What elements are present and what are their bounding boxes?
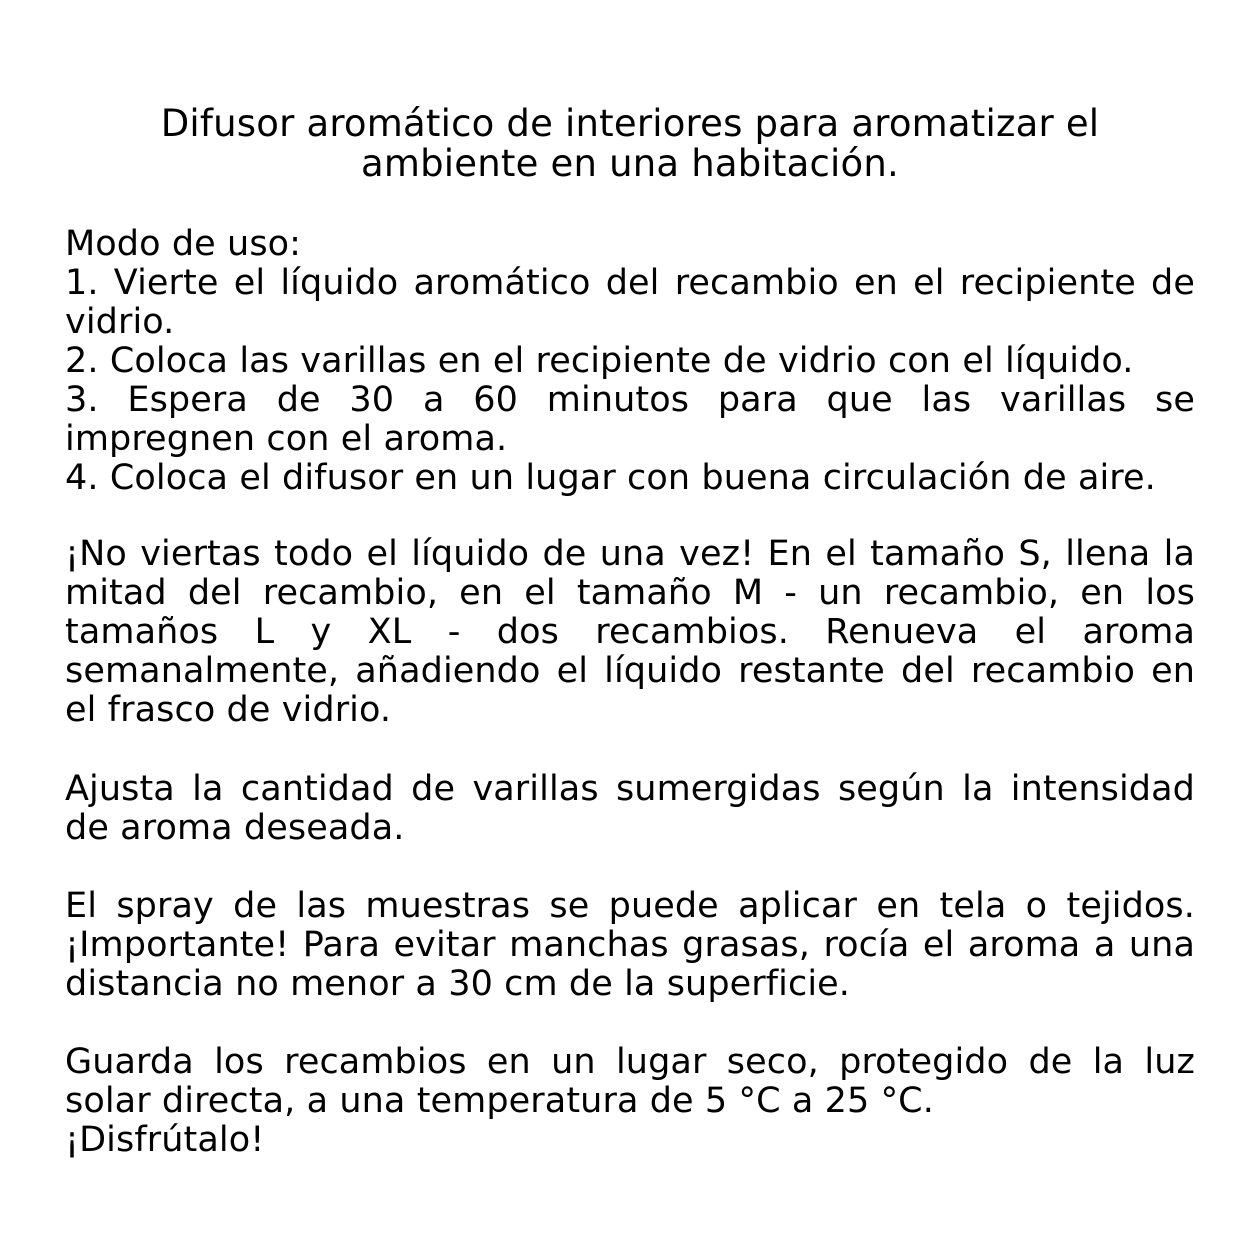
storage-paragraph: Guarda los recambios en un lugar seco, protegido de la luz solar directa, a una temperatura de 5 °C a 25 °C.: [65, 1042, 1195, 1121]
title-line-1: Difusor aromático de interiores para aromatizar el: [160, 102, 1100, 145]
closing-text: ¡Disfrútalo!: [65, 1120, 265, 1160]
storage-section: [65, 1043, 1195, 1160]
adjust-sticks-paragraph: Ajusta la cantidad de varillas sumergidas según la intensidad de aroma deseada.: [65, 769, 1195, 848]
title-line-2: ambiente en una habitación.: [361, 142, 899, 185]
page-title: [120, 104, 1140, 184]
usage-step-1: 1. Vierte el líquido aromático del recambio en el recipiente de vidrio.: [65, 263, 1195, 342]
spray-paragraph: El spray de las muestras se puede aplicar en tela o tejidos. ¡Importante! Para evitar manchas grasas, rocía el aroma a una distancia no menor a 30 cm de la superficie.: [65, 886, 1195, 1004]
usage-step-2: 2. Coloca las varillas en el recipiente de vidrio con el líquido.: [65, 341, 1134, 381]
usage-section: [65, 225, 1195, 498]
refill-warning-paragraph: ¡No viertas todo el líquido de una vez! En el tamaño S, llena la mitad del recambio, en el tamaño M - un recambio, en los tamaños L y XL - dos recambios. Renueva el aroma semanalmente, añadiendo el líquido restante del recambio en el frasco de vidrio.: [65, 534, 1195, 730]
usage-heading: Modo de uso:: [65, 224, 302, 264]
usage-step-4: 4. Coloca el difusor en un lugar con buena circulación de aire.: [65, 458, 1156, 498]
usage-step-3: 3. Espera de 30 a 60 minutos para que las varillas se impregnen con el aroma.: [65, 380, 1195, 459]
